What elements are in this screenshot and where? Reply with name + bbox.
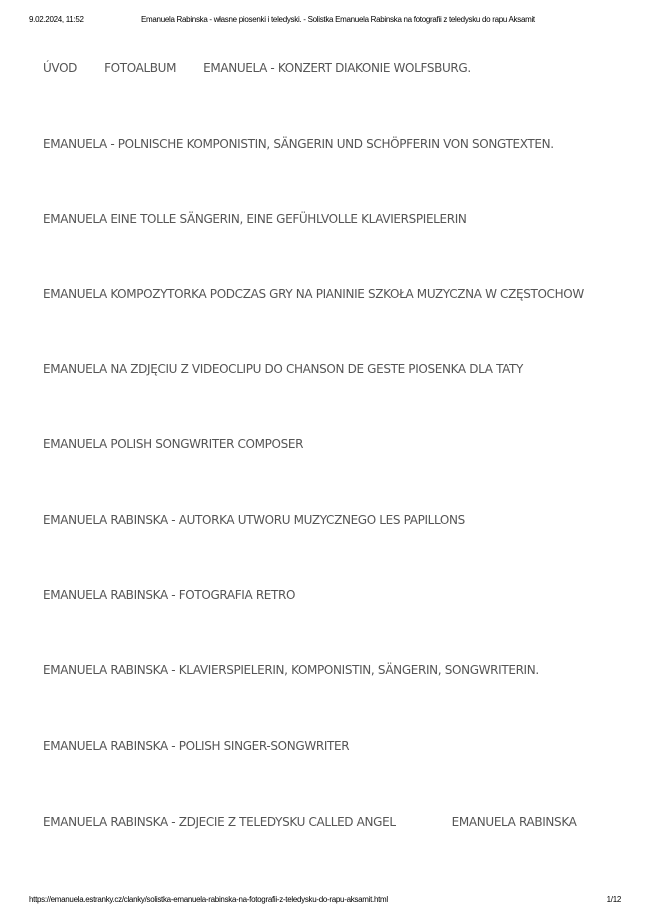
menu-row <box>43 663 539 678</box>
menu-link[interactable]: EMANUELA POLISH SONGWRITER COMPOSER <box>43 437 304 451</box>
menu-row <box>43 815 577 830</box>
nav-link-konzert-diakonie[interactable]: EMANUELA - KONZERT DIAKONIE WOLFSBURG. <box>203 61 471 75</box>
menu-row <box>43 212 467 227</box>
menu-link[interactable]: EMANUELA NA ZDJĘCIU Z VIDEOCLIPU DO CHANSON DE GESTE PIOSENKA DLA TATY <box>43 362 523 376</box>
print-footer <box>0 895 650 909</box>
menu-link[interactable]: EMANUELA - POLNISCHE KOMPONISTIN, SÄNGERIN UND SCHÖPFERIN VON SONGTEXTEN. <box>43 137 554 151</box>
menu-link[interactable]: EMANUELA RABINSKA - KLAVIERSPIELERIN, KOMPONISTIN, SÄNGERIN, SONGWRITERIN. <box>43 663 539 677</box>
menu-row <box>43 437 303 452</box>
menu-link[interactable]: EMANUELA RABINSKA - FOTOGRAFIA RETRO <box>43 588 296 602</box>
top-navigation <box>43 61 498 76</box>
print-page-title: Emanuela Rabinska - własne piosenki i teledyski. - Solistka Emanuela Rabinska na fotografii z teledysku do rapu Aksamit <box>141 15 535 24</box>
menu-row <box>43 739 349 754</box>
menu-link[interactable]: EMANUELA RABINSKA - POLISH SINGER-SONGWRITER <box>43 739 350 753</box>
print-header <box>0 15 650 29</box>
menu-row <box>43 137 554 152</box>
print-page-number: 1/12 <box>606 895 621 904</box>
menu-link[interactable]: EMANUELA KOMPOZYTORKA PODCZAS GRY NA PIANINIE SZKOŁA MUZYCZNA W CZĘSTOCHOW <box>43 287 584 301</box>
menu-row <box>43 588 295 603</box>
menu-link[interactable]: EMANUELA RABINSKA - AUTORKA UTWORU MUZYCZNEGO LES PAPILLONS <box>43 513 465 527</box>
menu-link[interactable]: EMANUELA EINE TOLLE SÄNGERIN, EINE GEFÜHLVOLLE KLAVIERSPIELERIN <box>43 212 467 226</box>
menu-link-emanuela-rabinska[interactable]: EMANUELA RABINSKA <box>451 815 577 829</box>
menu-row <box>43 287 584 302</box>
nav-link-uvod[interactable]: ÚVOD <box>43 61 78 75</box>
print-datetime: 9.02.2024, 11:52 <box>29 15 84 24</box>
print-url: https://emanuela.estranky.cz/clanky/solistka-emanuela-rabinska-na-fotografii-z-teledysku-do-rapu-aksamit.html <box>29 895 388 904</box>
menu-link[interactable]: EMANUELA RABINSKA - ZDJECIE Z TELEDYSKU CALLED ANGEL <box>43 815 396 829</box>
nav-link-fotoalbum[interactable]: FOTOALBUM <box>104 61 177 75</box>
menu-row <box>43 513 465 528</box>
menu-row <box>43 362 523 377</box>
